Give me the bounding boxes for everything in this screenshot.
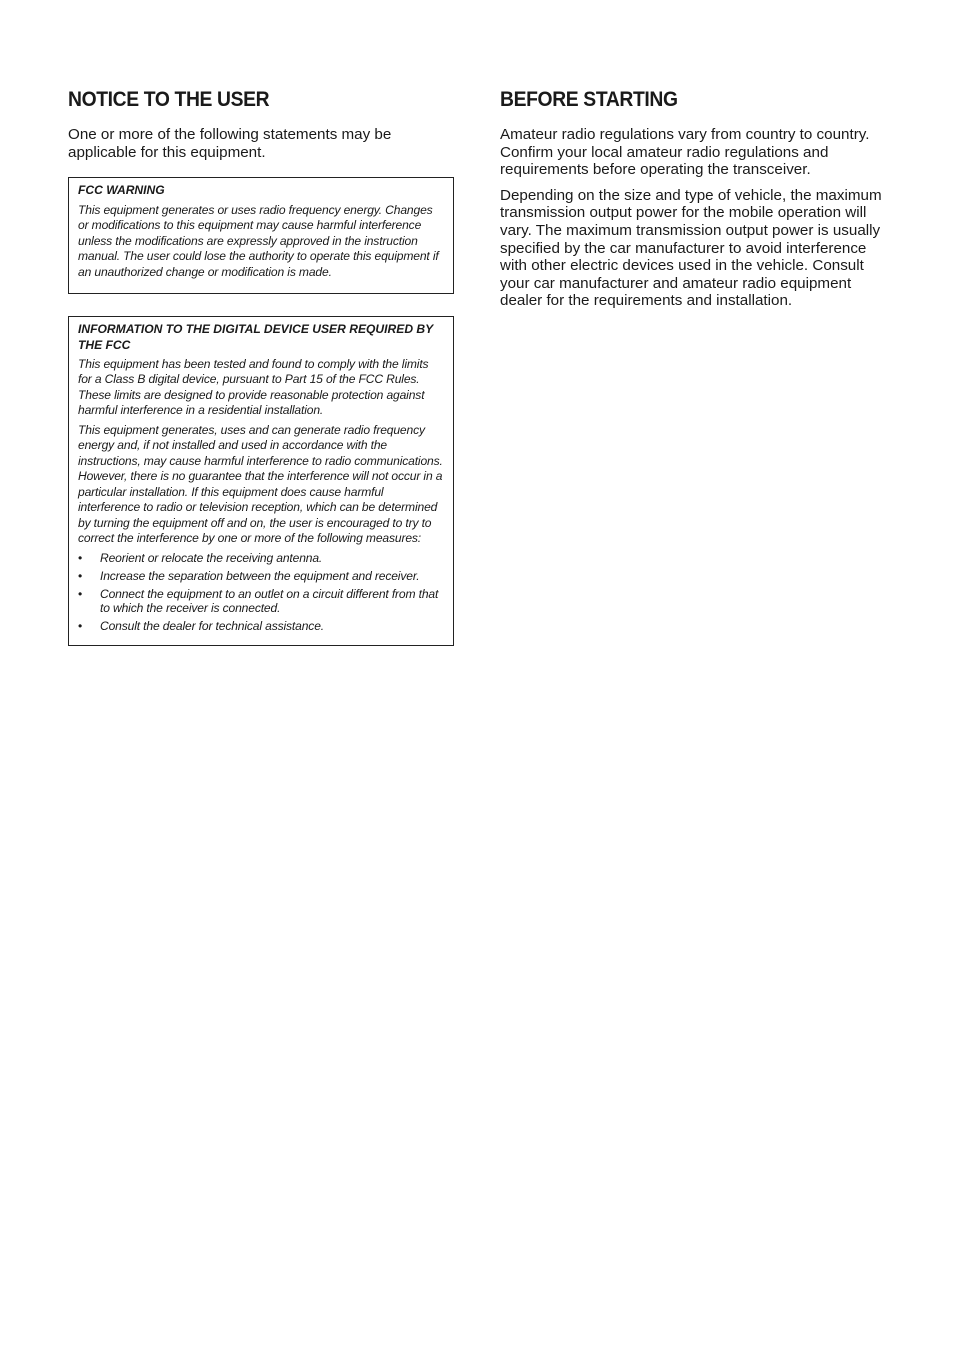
measure-item	[78, 551, 445, 565]
before-starting-paragraph: Depending on the size and type of vehicle, the maximum transmission output power for the mobile operation will vary. The maximum transmission output power is usually specified by the car manufacturer to avoid interference with other electric devices used in the vehicle. Consult your car manufacturer and amateur radio equipment dealer for the requirements and installation.	[500, 186, 882, 310]
measure-item	[78, 569, 445, 583]
before-starting-heading: BEFORE STARTING	[500, 88, 678, 111]
fcc-warning-text: This equipment generates or uses radio frequency energy. Changes or modifications to this equipment may cause harmful interference unless the modifications are expressly approved in the instruction manual. The user could lose the authority to operate this equipment if an unauthorized change or modification is made.	[78, 202, 439, 279]
before-starting-paragraph: Amateur radio regulations vary from country to country. Confirm your local amateur radio regulations and requirements before operating the transceiver.	[500, 126, 870, 179]
measure-item	[78, 587, 445, 615]
notice-heading: NOTICE TO THE USER	[68, 88, 270, 111]
bullet-icon: •	[78, 618, 83, 633]
bullet-icon: •	[78, 568, 83, 583]
measure-text: Connect the equipment to an outlet on a circuit different from that to which the receiver is connected.	[100, 586, 439, 615]
digital-device-paragraph: This equipment generates, uses and can generate radio frequency energy and, if not installed and used in accordance with the instructions, may cause harmful interference to radio communications. However, there is no guarantee that the interference will not occur in a particular installation. If this equipment does cause harmful interference to radio or television reception, which can be determined by turning the equipment off and on, the user is encouraged to try to correct the interference by one or more of the following measures:	[78, 422, 443, 546]
notice-intro: One or more of the following statements may be applicable for this equipment.	[68, 126, 392, 161]
measure-item	[78, 619, 445, 633]
fcc-warning-box	[68, 177, 454, 294]
digital-device-box	[68, 316, 454, 646]
measure-text: Increase the separation between the equipment and receiver.	[100, 568, 420, 583]
bullet-icon: •	[78, 586, 83, 601]
bullet-icon: •	[78, 550, 83, 565]
digital-device-paragraph: This equipment has been tested and found to comply with the limits for a Class B digital device, pursuant to Part 15 of the FCC Rules. These limits are designed to provide reasonable protection against harmful interference in a residential installation.	[78, 356, 429, 418]
measure-text: Reorient or relocate the receiving antenna.	[100, 550, 323, 565]
digital-device-title: INFORMATION TO THE DIGITAL DEVICE USER REQUIRED BY THE FCC	[78, 322, 433, 352]
notice-section	[68, 86, 454, 646]
measures-list	[78, 551, 445, 633]
before-starting-section	[500, 86, 892, 318]
fcc-warning-title: FCC WARNING	[78, 183, 165, 198]
measure-text: Consult the dealer for technical assistance.	[100, 618, 324, 633]
